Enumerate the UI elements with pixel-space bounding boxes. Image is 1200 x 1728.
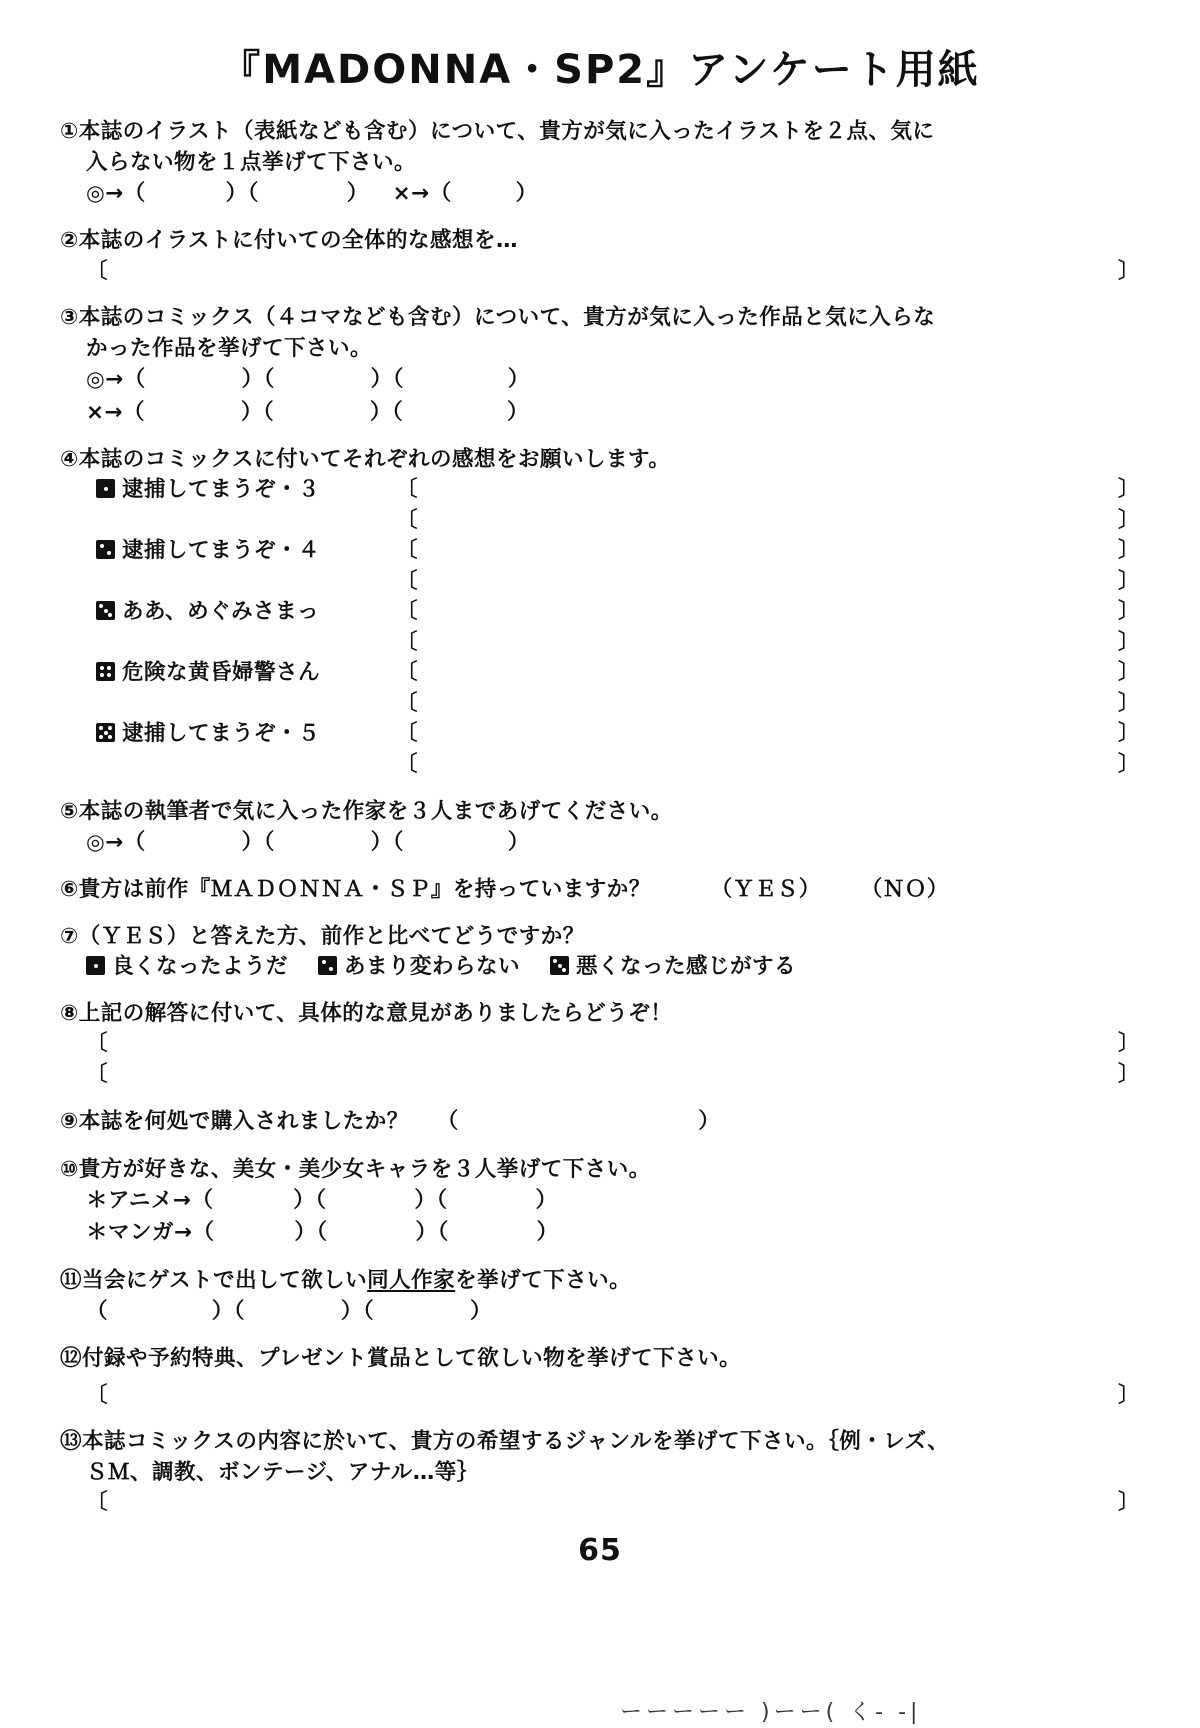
scan-artifact-text: ーーーーー )ーー( く‐ ‐| [620,1700,922,1725]
bracket-open: 〔 [396,660,419,686]
bracket-open: 〔 [396,477,419,503]
question-8-answer-field[interactable] [60,1029,1140,1060]
question-3 [60,303,1140,429]
question-11-prefix: ⑪当会にゲストで出して欲しい [60,1267,368,1293]
bracket-open: 〔 [396,538,419,564]
question-4-item-row[interactable] [60,475,1140,506]
question-2 [60,226,1140,287]
question-4 [60,445,1140,781]
question-6-no-option[interactable]: （ＮＯ） [860,877,949,903]
question-12-line-1: ⑫付録や予約特典、プレゼント賞品として欲しい物を挙げて下さい。 [60,1346,742,1372]
page-number: 65 [578,1532,622,1568]
question-5-answer-row[interactable]: ◎→（ ）（ ）（ ） [86,830,530,856]
bracket-close: 〕 [1117,1382,1140,1408]
bracket-close: 〕 [1117,258,1140,284]
dice-2-icon [96,540,115,559]
dice-3-icon [550,956,569,975]
dice-1-icon [96,479,115,498]
question-4-line-1: ④本誌のコミックスに付いてそれぞれの感想をお願いします。 [60,446,671,472]
question-9-answer[interactable]: （ ） [436,1109,721,1135]
question-13-line-1: ⑬本誌コミックスの内容に於いて、貴方の希望するジャンルを挙げて下さい。｛例・レズ、 [60,1429,950,1455]
question-7-option-better[interactable]: 良くなったようだ [86,952,288,983]
bracket-close: 〕 [1117,507,1140,533]
bracket-close: 〕 [1117,568,1140,594]
question-4-item-row[interactable] [60,719,1140,750]
bracket-open: 〔 [396,599,419,625]
question-4-item-row-cont[interactable] [60,567,1140,598]
dice-4-icon [96,662,115,681]
question-3-line-1: ③本誌のコミックス（４コマなども含む）について、貴方が気に入った作品と気に入らな [60,305,936,331]
question-9-line-1: ⑨本誌を何処で購入されましたか？ [60,1109,409,1135]
bracket-open: 〔 [86,258,109,284]
bracket-close: 〕 [1117,1031,1140,1057]
question-2-line-1: ②本誌のイラストに付いての全体的な感想を… [60,228,519,254]
bracket-open: 〔 [396,690,419,716]
bracket-close: 〕 [1117,660,1140,686]
question-3-liked-row[interactable]: ◎→（ ）（ ）（ ） [86,367,530,393]
dice-5-icon [96,723,115,742]
bracket-open: 〔 [86,1031,109,1057]
question-7-line-1: ⑦（ＹＥＳ）と答えた方、前作と比べてどうですか？ [60,923,585,949]
question-4-item-row-cont[interactable] [60,506,1140,537]
question-4-item-row[interactable] [60,536,1140,567]
question-1-answer-row[interactable]: ◎→（ ）（ ） ×→（ ） [86,181,538,207]
question-4-item-label-1: 逮捕してまうぞ・３ [96,475,396,506]
question-8 [60,999,1140,1091]
question-10 [60,1155,1140,1250]
bracket-open: 〔 [396,568,419,594]
question-8-line-1: ⑧上記の解答に付いて、具体的な意見がありましたらどうぞ！ [60,1000,673,1026]
dice-1-icon [86,956,105,975]
question-4-item-label-2: 逮捕してまうぞ・４ [96,536,396,567]
question-7-option-worse[interactable]: 悪くなった感じがする [550,952,796,983]
question-10-anime-row[interactable]: ＊アニメ→（ ）（ ）（ ） [86,1188,558,1214]
question-4-item-row-cont[interactable] [60,689,1140,720]
question-12 [60,1344,1140,1411]
bracket-open: 〔 [396,752,419,777]
question-11 [60,1266,1140,1329]
bracket-open: 〔 [396,629,419,655]
bracket-open: 〔 [396,507,419,533]
page-title: 『MADONNA・SP2』アンケート用紙 [220,47,980,93]
bracket-close: 〕 [1117,629,1140,655]
question-13-answer-field[interactable] [60,1488,1140,1519]
dice-3-icon [96,601,115,620]
question-6 [60,875,1140,906]
question-7-options [60,952,1140,983]
question-13 [60,1427,1140,1519]
question-4-item-row-cont[interactable] [60,628,1140,659]
question-4-item-label-4: 危険な黄昏婦警さん [96,658,396,689]
bracket-close: 〕 [1117,1490,1140,1516]
bracket-close: 〕 [1117,538,1140,564]
bracket-close: 〕 [1117,477,1140,503]
question-1-line-2: 入らない物を１点挙げて下さい。 [86,149,417,175]
question-5 [60,797,1140,860]
question-1-line-1: ①本誌のイラスト（表紙なども含む）について、貴方が気に入ったイラストを２点、気に [60,119,935,144]
question-6-yes-option[interactable]: （ＹＥＳ） [710,877,821,903]
bracket-open: 〔 [86,1061,109,1087]
bracket-close: 〕 [1117,1061,1140,1087]
question-4-item-row-cont[interactable] [60,750,1140,781]
bracket-open: 〔 [86,1382,109,1408]
question-3-disliked-row[interactable]: ×→（ ）（ ）（ ） [86,399,529,425]
question-11-suffix: を挙げて下さい。 [455,1267,632,1293]
question-9 [60,1106,1140,1138]
question-10-line-1: ⑩貴方が好きな、美女・美少女キャラを３人挙げて下さい。 [60,1156,651,1182]
bracket-close: 〕 [1117,721,1140,747]
bracket-close: 〕 [1117,690,1140,716]
question-8-answer-field-2[interactable] [60,1060,1140,1091]
question-4-item-row[interactable] [60,597,1140,628]
question-7 [60,922,1140,983]
bracket-open: 〔 [86,1490,109,1516]
question-4-item-label-5: 逮捕してまうぞ・５ [96,719,396,750]
question-4-item-row[interactable] [60,658,1140,689]
dice-2-icon [318,956,337,975]
question-4-item-label-3: ああ、めぐみさまっ [96,597,396,628]
bracket-close: 〕 [1117,599,1140,625]
question-6-line-1: ⑥貴方は前作『ＭＡＤＯＮＮＡ・ＳＰ』を持っていますか？ [60,877,651,903]
question-7-option-same[interactable]: あまり変わらない [318,952,520,983]
question-1 [60,117,1140,210]
bracket-open: 〔 [396,721,419,747]
question-11-underlined-term: 同人作家 [367,1267,456,1293]
question-13-line-2: ＳＭ、調教、ボンテージ、アナル…等｝ [86,1459,479,1485]
bracket-close: 〕 [1117,752,1140,777]
question-2-answer-field[interactable] [60,257,1140,288]
question-10-manga-row[interactable]: ＊マンガ→（ ）（ ）（ ） [86,1220,559,1246]
question-3-line-2: かった作品を挙げて下さい。 [86,335,373,361]
question-11-answer-row[interactable]: （ ）（ ）（ ） [86,1299,492,1325]
question-5-line-1: ⑤本誌の執筆者で気に入った作家を３人まであげてください。 [60,798,673,824]
question-12-answer-field[interactable] [60,1381,1140,1412]
